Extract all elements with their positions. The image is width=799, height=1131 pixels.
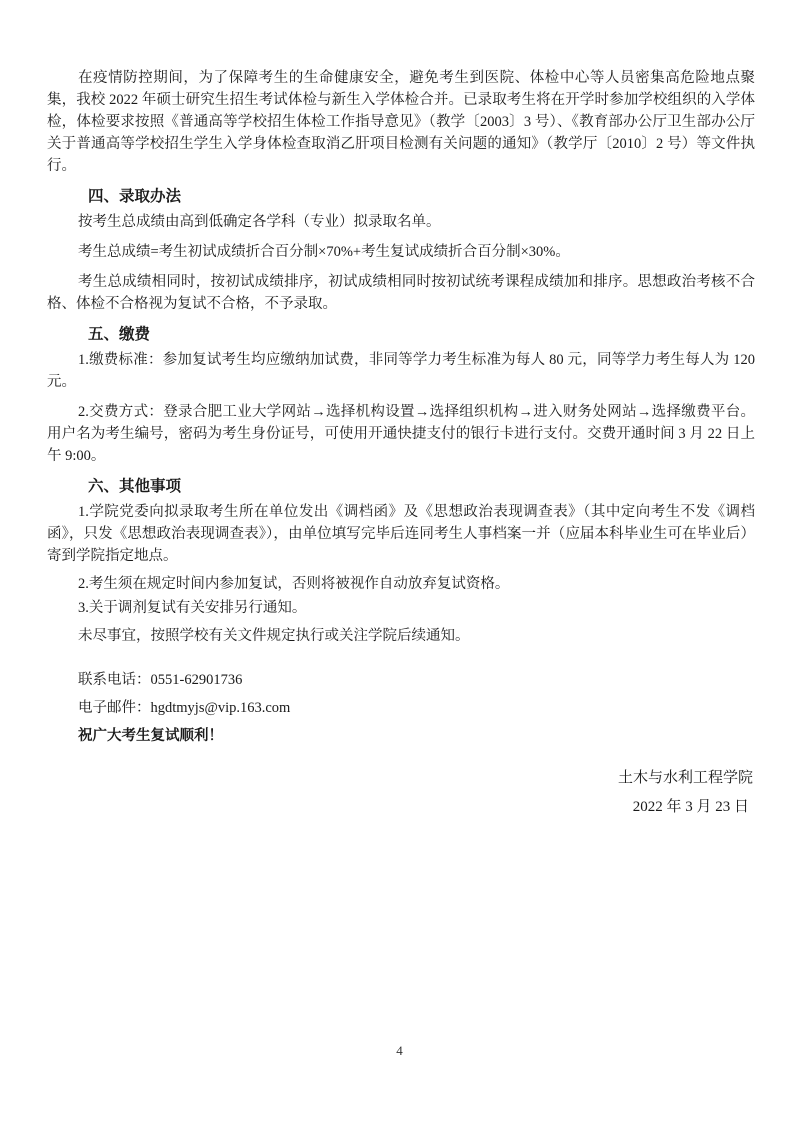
payment-method-paragraph: 2.交费方式：登录合肥工业大学网站→选择机构设置→选择组织机构→进入财务处网站→选择缴费平台。用户名为考生编号，密码为考生身份证号，可使用开通快捷支付的银行卡进行支付。交费开通时间 3 月 22 日上午 9:00。 — [47, 404, 755, 464]
heading-payment: 五、缴费 — [88, 326, 151, 343]
signature-block — [47, 767, 755, 818]
archive-letter-paragraph: 1.学院党委向拟录取考生所在单位发出《调档函》及《思想政治表现调查表》（其中定向考生不发《调档函》，只发《思想政治表现调查表》），由单位填写完毕后连同考生人事档案一并（应届本科毕业生可在毕业后）寄到学院指定地点。 — [47, 504, 755, 564]
signature-date: 2022 年 3 月 23 日 — [632, 799, 749, 815]
misc-notice-paragraph: 未尽事宜，按照学校有关文件规定执行或关注学院后续通知。 — [78, 628, 470, 644]
contact-phone-line — [47, 669, 755, 691]
signature-organization: 土木与水利工程学院 — [617, 770, 753, 786]
admission-paragraph: 按考生总成绩由高到低确定各学科（专业）拟录取名单。 — [78, 214, 441, 230]
contact-phone-number: 0551-62901736 — [150, 672, 243, 688]
score-formula-paragraph: 考生总成绩=考生初试成绩折合百分制×70%+考生复试成绩折合百分制×30%。 — [78, 244, 570, 260]
tie-break-paragraph: 考生总成绩相同时，按初试成绩排序，初试成绩相同时按初试统考课程成绩加和排序。思想政治考核不合格、体检不合格视为复试不合格，不予录取。 — [47, 274, 755, 312]
page-number: 4 — [396, 1043, 403, 1058]
contact-email-line — [47, 697, 755, 719]
payment-standard-paragraph: 1.缴费标准：参加复试考生均应缴纳加试费，非同等学力考生标准为每人 80 元，同等学力考生每人为 120 元。 — [47, 352, 755, 390]
heading-other-matters: 六、其他事项 — [88, 478, 182, 495]
heading-admission-method: 四、录取办法 — [88, 188, 182, 205]
contact-email-address: hgdtmyjs@vip.163.com — [150, 700, 291, 716]
contact-phone-label: 联系电话： — [78, 672, 151, 688]
attendance-rule-paragraph: 2.考生须在规定时间内参加复试，否则将被视作自动放弃复试资格。 — [78, 576, 510, 592]
contact-email-label: 电子邮件： — [78, 700, 151, 716]
adjustment-notice-paragraph: 3.关于调剂复试有关安排另行通知。 — [78, 600, 307, 616]
intro-paragraph: 在疫情防控期间，为了保障考生的生命健康安全，避免考生到医院、体检中心等人员密集高危险地点聚集，我校 2022 年硕士研究生招生考试体检与新生入学体检合并。已录取考生将在开学时参加学校组织的入学体检，体检要求按照《普通高等学校招生体检工作指导意见》（教学〔2003〕3 号）、《教育部办公厅卫生部办公厅关于普通高等学校招生学生入学身体检查取消乙肝项目检测有关问题的通知》（教学厅〔2010〕2 号）等文件执行。 — [47, 70, 755, 174]
closing-wish: 祝广大考生复试顺利！ — [78, 728, 223, 744]
